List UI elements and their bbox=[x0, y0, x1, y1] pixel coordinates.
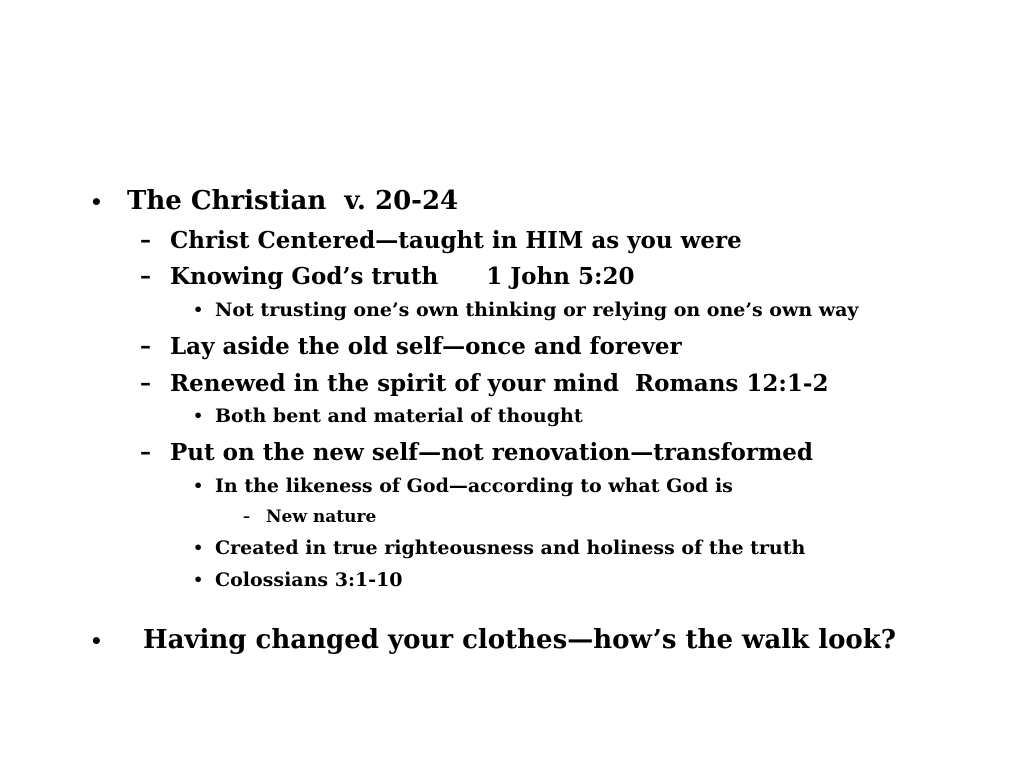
bullet-dash: – bbox=[140, 227, 151, 253]
outline-heading: The Christian v. 20-24 bbox=[127, 186, 459, 216]
outline-item-renewed: Renewed in the spirit of your mind Romans 12:1-2 bbox=[170, 370, 829, 397]
outline-item-created: Created in true righteousness and holiness of the truth bbox=[215, 537, 806, 559]
bullet-dot: • bbox=[193, 570, 204, 589]
outline-item-knowing-truth: Knowing God’s truth 1 John 5:20 bbox=[170, 263, 635, 290]
bullet-dot: • bbox=[193, 300, 204, 319]
outline-item-bent-material: Both bent and material of thought bbox=[215, 405, 583, 427]
outline-item-christ-centered: Christ Centered—taught in HIM as you were bbox=[170, 227, 742, 254]
outline-item-put-on: Put on the new self—not renovation—transformed bbox=[170, 439, 814, 466]
bullet-dot: • bbox=[193, 406, 204, 425]
bullet-dot: • bbox=[90, 190, 103, 214]
outline-item-new-nature: New nature bbox=[266, 507, 377, 527]
bullet-dot: • bbox=[90, 629, 103, 653]
bullet-dash: – bbox=[243, 509, 250, 525]
bullet-dot: • bbox=[193, 476, 204, 495]
closing-question: Having changed your clothes—how’s the walk look? bbox=[143, 625, 897, 655]
outline-item-lay-aside: Lay aside the old self—once and forever bbox=[170, 333, 682, 360]
bullet-dot: • bbox=[193, 538, 204, 557]
bullet-dash: – bbox=[140, 439, 151, 465]
outline-item-colossians: Colossians 3:1-10 bbox=[215, 569, 403, 591]
bullet-dash: – bbox=[140, 370, 151, 396]
outline-item-likeness: In the likeness of God—according to what God is bbox=[215, 475, 733, 497]
bullet-dash: – bbox=[140, 333, 151, 359]
bullet-dash: – bbox=[140, 263, 151, 289]
outline-item-not-trusting: Not trusting one’s own thinking or relying on one’s own way bbox=[215, 299, 859, 321]
